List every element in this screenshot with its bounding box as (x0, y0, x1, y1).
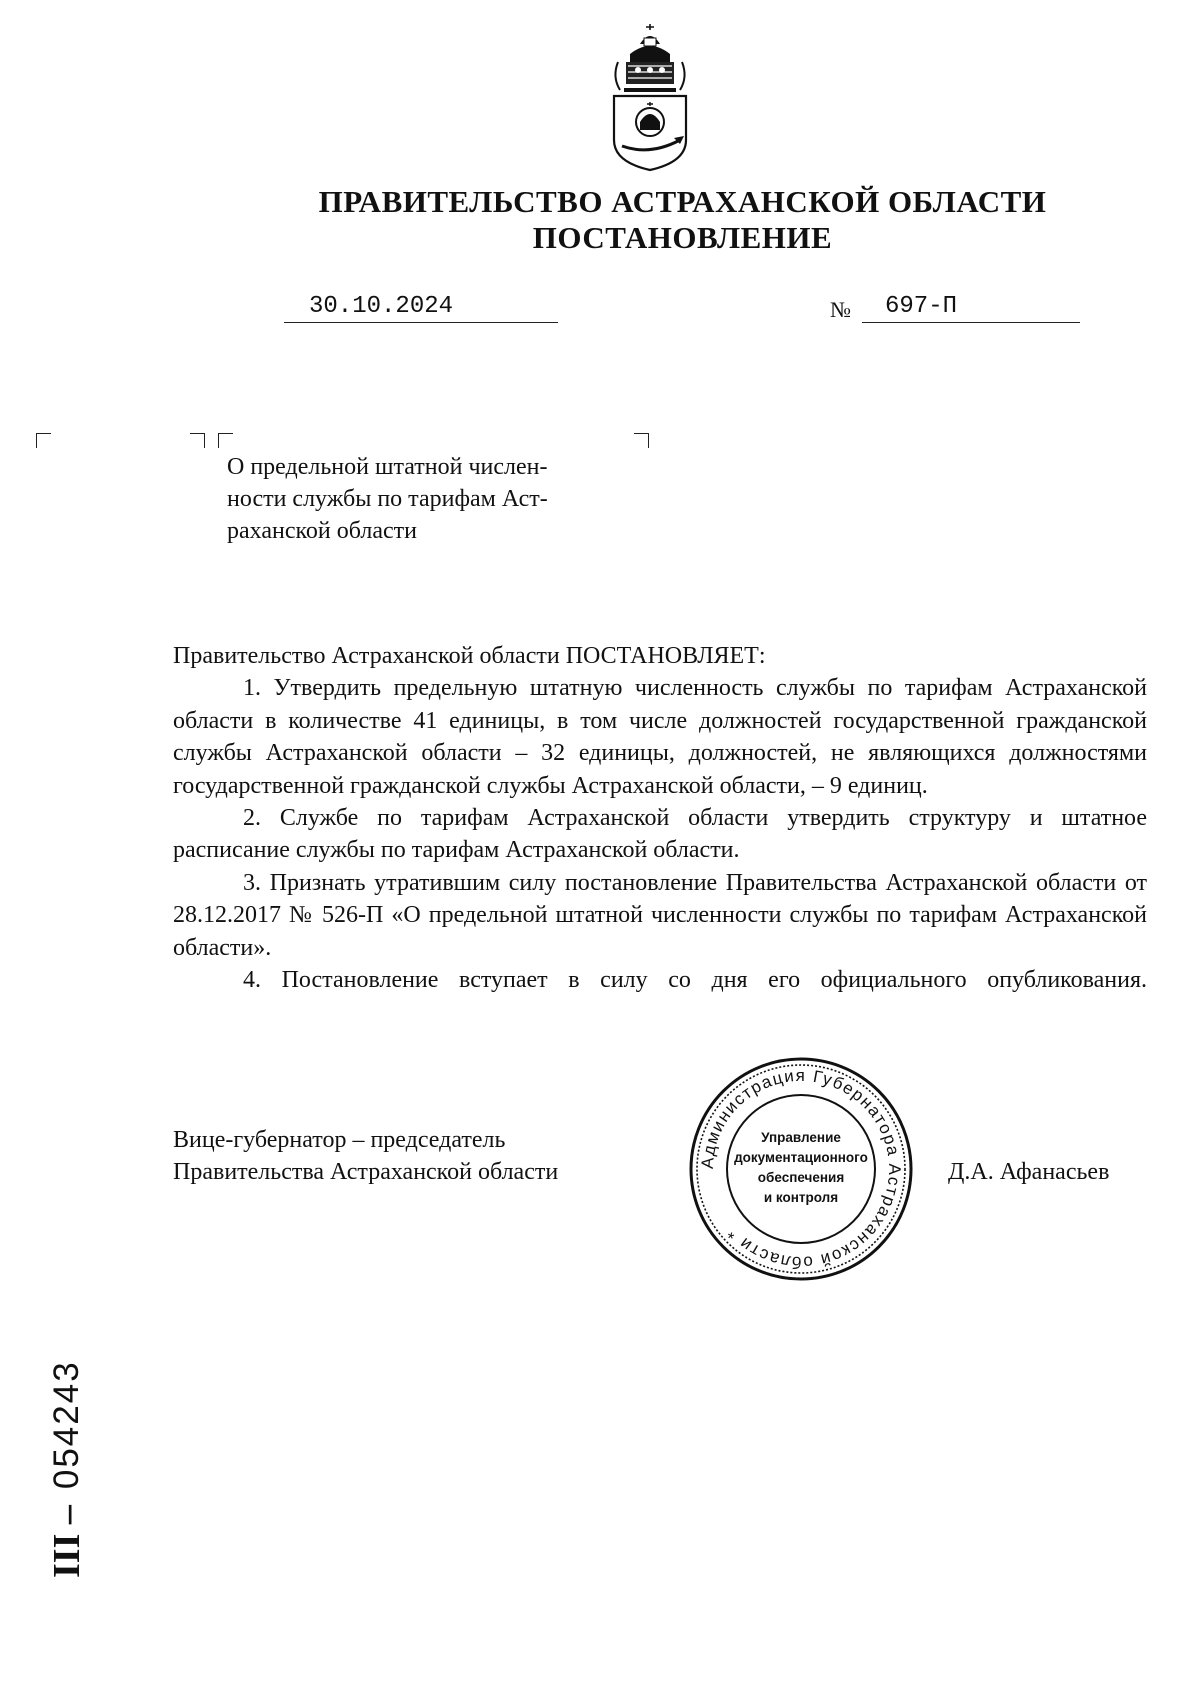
serial-series: ІІІ – (46, 1505, 88, 1578)
document-number: 697-П (885, 293, 958, 320)
number-sign: № (830, 297, 851, 322)
stamp-center-line: обеспечения (757, 1170, 845, 1185)
subject-line: О предельной штатной числен- (227, 454, 548, 480)
clause-1: 1. Утвердить предельную штатную численность службы по тарифам Астраханской области в количестве 41 единицы, в том числе должностей государственной гражданской службы Астраханской области – 32 единицы, должностей, не являющихся должностями государственной гражданской службы Астраханской области, – 9 единиц. (173, 675, 1147, 799)
preamble: Правительство Астраханской области ПОСТАНОВЛЯЕТ: (173, 643, 766, 669)
document-body (173, 640, 1147, 996)
official-stamp (688, 1056, 914, 1282)
document-type-title: ПОСТАНОВЛЕНИЕ (532, 220, 833, 255)
stamp-center-line: документационного (734, 1150, 868, 1165)
subject-line: ности службы по тарифам Аст- (227, 486, 548, 512)
signatory-name: Д.А. Афанасьев (948, 1159, 1110, 1185)
document-subject (227, 451, 647, 547)
subject-bracket-left-outer (190, 433, 205, 448)
subject-line: раханской области (227, 518, 417, 544)
document-date: 30.10.2024 (309, 293, 454, 320)
subject-bracket-right (634, 433, 649, 448)
serial-number: 054243 (47, 1360, 86, 1490)
coat-of-arms-emblem (600, 22, 700, 172)
date-underline (284, 322, 558, 323)
form-serial-number (40, 1288, 94, 1578)
stamp-center-line: Управление (761, 1130, 841, 1145)
clause-3: 3. Признать утратившим силу постановление Правительства Астраханской области от 28.12.2017 № 526-П «О предельной штатной численности службы по тарифам Астраханской области». (173, 869, 1147, 961)
signatory-position-line-1: Вице-губернатор – председатель (173, 1127, 506, 1153)
clause-2: 2. Службе по тарифам Астраханской области утвердить структуру и штатное расписание службы по тарифам Астраханской области. (173, 805, 1147, 864)
signatory-position-line-2: Правительства Астраханской области (173, 1159, 559, 1185)
stamp-ring-text: Администрация Губернатора Астраханской области * (697, 1065, 905, 1273)
government-title: ПРАВИТЕЛЬСТВО АСТРАХАНСКОЙ ОБЛАСТИ (318, 184, 1047, 219)
margin-corner-mark (36, 433, 51, 448)
number-underline (862, 322, 1080, 323)
stamp-center-line: и контроля (763, 1190, 839, 1205)
subject-bracket-left (218, 433, 233, 448)
clause-4: 4. Постановление вступает в силу со дня его официального опубликования. (243, 967, 1147, 994)
